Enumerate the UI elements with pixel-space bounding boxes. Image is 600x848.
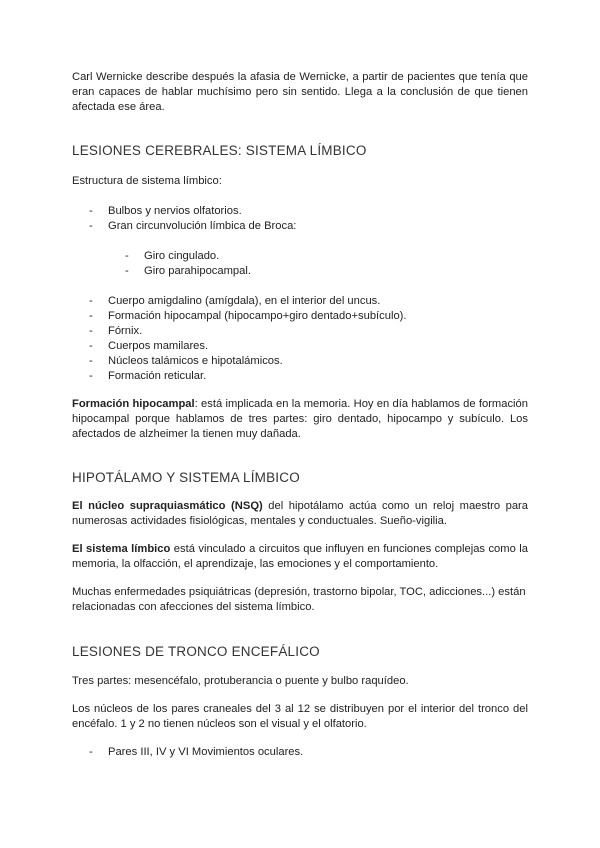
nsq-text: del hipotálamo actúa como un reloj maestro para numerosas actividades fisiológicas, mentales y conductuales. Sueño-vigilia.: [72, 500, 529, 527]
list-item: - Formación hipocampal (hipocampo+giro dentado+subículo).: [72, 309, 528, 324]
list-item: - Formación reticular.: [72, 369, 528, 384]
tronco-partes-paragraph: Tres partes: mesencéfalo, protuberancia o puente y bulbo raquídeo.: [72, 675, 409, 687]
list-item: - Pares III, IV y VI Movimientos oculares.: [72, 745, 528, 760]
section-heading-hipotalamo: HIPOTÁLAMO Y SISTEMA LÍMBICO: [72, 470, 300, 485]
psiquiatricas-paragraph: Muchas enfermedades psiquiátricas (depresión, trastorno bipolar, TOC, adicciones...) están relacionadas con afecciones del sistema límbico.: [72, 586, 526, 613]
list-item: - Giro parahipocampal.: [72, 264, 528, 279]
limbico-text: está vinculado a circuitos que influyen en funciones complejas como la memoria, la olfacción, el aprendizaje, las emociones y el comportamiento.: [72, 543, 528, 570]
limbico-paragraph: [72, 542, 528, 572]
limbic-structure-list-b: [72, 294, 528, 384]
pares-craneales-paragraph: Los núcleos de los pares craneales del 3 al 12 se distribuyen por el interior del tronco del encéfalo. 1 y 2 no tienen núcleos son el visual y el olfatorio.: [72, 703, 528, 730]
nsq-term: El núcleo supraquiasmático (NSQ): [72, 500, 263, 512]
list-item: - Giro cingulado.: [72, 249, 528, 264]
hipocampal-paragraph: [72, 397, 528, 442]
nsq-paragraph: [72, 499, 528, 529]
list-item: - Cuerpos mamilares.: [72, 339, 528, 354]
pares-list: [72, 745, 528, 760]
list-item: - Fórnix.: [72, 324, 528, 339]
list-item: - Bulbos y nervios olfatorios.: [72, 204, 528, 219]
list-item: - Núcleos talámicos e hipotalámicos.: [72, 354, 528, 369]
hipocampal-text: : está implicada en la memoria. Hoy en día hablamos de formación hipocampal porque hablamos de tres partes: giro dentado, hipocampo y subículo. Los afectados de alzheimer la tienen muy dañada.: [72, 398, 528, 440]
intro-paragraph: Carl Wernicke describe después la afasia de Wernicke, a partir de pacientes que tenía que eran capaces de hablar muchísimo pero sin sentido. Llega a la conclusión de que tienen afectada ese área.: [72, 71, 528, 113]
limbic-structure-list-a: [72, 204, 528, 234]
section-heading-lesiones-cerebrales: LESIONES CEREBRALES: SISTEMA LÍMBICO: [72, 143, 367, 158]
section-heading-tronco: LESIONES DE TRONCO ENCEFÁLICO: [72, 644, 320, 659]
broca-sublist: [72, 249, 528, 279]
hipocampal-term: Formación hipocampal: [72, 398, 195, 410]
list-item: - Gran circunvolución límbica de Broca:: [72, 219, 528, 234]
list-item: - Cuerpo amigdalino (amígdala), en el interior del uncus.: [72, 294, 528, 309]
limbic-structure-lead: Estructura de sistema límbico:: [72, 175, 222, 187]
limbico-term: El sistema límbico: [72, 543, 171, 555]
